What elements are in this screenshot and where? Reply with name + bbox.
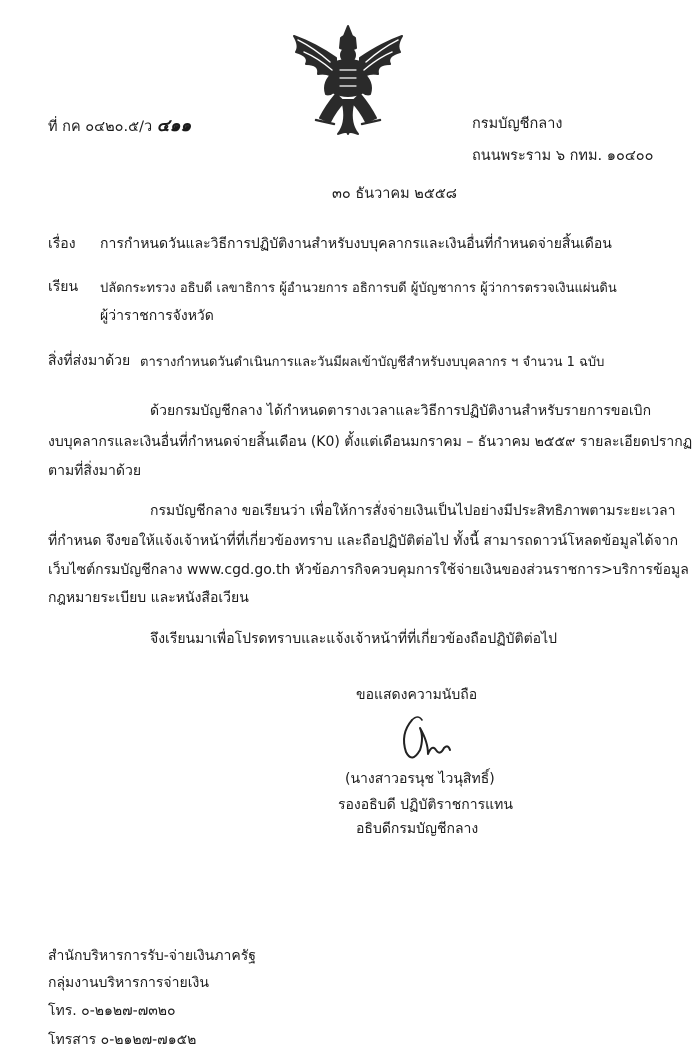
- paragraph-1-line-3: ตามที่สิ่งมาด้วย: [48, 463, 142, 479]
- organization-name: กรมบัญชีกลาง: [472, 116, 563, 132]
- enclosure-label: สิ่งที่ส่งมาด้วย: [48, 353, 131, 369]
- paragraph-3: จึงเรียนมาเพื่อโปรดทราบและแจ้งเจ้าหน้าที่ที่เกี่ยวข้องถือปฏิบัติต่อไป: [150, 631, 558, 647]
- paragraph-2-line-1: กรมบัญชีกลาง ขอเรียนว่า เพื่อให้การสั่งจ่ายเงินเป็นไปอย่างมีประสิทธิภาพตามระยะเวลา: [150, 503, 676, 519]
- paragraph-1-line-2: งบบุคลากรและเงินอื่นที่กำหนดจ่ายสิ้นเดือน (K0) ตั้งแต่เดือนมกราคม – ธันวาคม ๒๕๕๙ รายละเอียดปรากฏ: [48, 434, 693, 450]
- reference-number: [48, 112, 191, 139]
- paragraph-2-line-2: ที่กำหนด จึงขอให้แจ้งเจ้าหน้าที่ที่เกี่ยวข้องทราบ และถือปฏิบัติต่อไป ทั้งนี้ สามารถดาวน์โหลดข้อมูลได้จาก: [48, 533, 679, 549]
- subject-label: เรื่อง: [48, 236, 76, 252]
- signer-title-1: รองอธิบดี ปฏิบัติราชการแทน: [338, 797, 513, 813]
- footer-group: กลุ่มงานบริหารการจ่ายเงิน: [48, 975, 209, 991]
- footer-office: สำนักบริหารการรับ-จ่ายเงินภาครัฐ: [48, 948, 256, 964]
- garuda-emblem-icon: [286, 22, 410, 138]
- organization-address: ถนนพระราม ๖ กทม. ๑๐๔๐๐: [472, 148, 654, 164]
- signer-title-2: อธิบดีกรมบัญชีกลาง: [356, 821, 479, 837]
- letter-date: ๓๐ ธันวาคม ๒๕๕๘: [332, 186, 457, 202]
- footer-fax: โทรสาร ๐-๒๑๒๗-๗๑๕๒: [48, 1032, 197, 1048]
- addressee-line-1: ปลัดกระทรวง อธิบดี เลขาธิการ ผู้อำนวยการ อธิการบดี ผู้บัญชาการ ผู้ว่าการตรวจเงินแผ่นดิน: [100, 281, 617, 296]
- closing-salutation: ขอแสดงความนับถือ: [356, 687, 478, 703]
- reference-handwritten-number: ๔๑๑: [156, 116, 192, 136]
- enclosure-text: ตารางกำหนดวันดำเนินการและวันมีผลเข้าบัญชีสำหรับงบบุคลากร ฯ จำนวน 1 ฉบับ: [140, 355, 605, 370]
- paragraph-1-line-1: ด้วยกรมบัญชีกลาง ได้กำหนดตารางเวลาและวิธีการปฏิบัติงานสำหรับรายการขอเบิก: [150, 403, 652, 419]
- paragraph-2-line-4: กฎหมายระเบียบ และหนังสือเวียน: [48, 590, 249, 606]
- subject-text: การกำหนดวันและวิธีการปฏิบัติงานสำหรับงบบุคลากรและเงินอื่นที่กำหนดจ่ายสิ้นเดือน: [100, 236, 612, 252]
- paragraph-2-line-3: เว็บไซต์กรมบัญชีกลาง www.cgd.go.th หัวข้อภารกิจควบคุมการใช้จ่ายเงินของส่วนราชการ>บริการข้อมูล: [48, 562, 689, 578]
- footer-telephone: โทร. ๐-๒๑๒๗-๗๓๒๐: [48, 1003, 176, 1019]
- addressee-label: เรียน: [48, 279, 79, 295]
- handwritten-signature: [398, 708, 452, 766]
- addressee-line-2: ผู้ว่าราชการจังหวัด: [100, 308, 214, 324]
- reference-number-text: ที่ กค ๐๔๒๐.๕/ว: [48, 119, 153, 135]
- signer-name: (นางสาวอรนุช ไวนุสิทธิ์): [345, 771, 495, 787]
